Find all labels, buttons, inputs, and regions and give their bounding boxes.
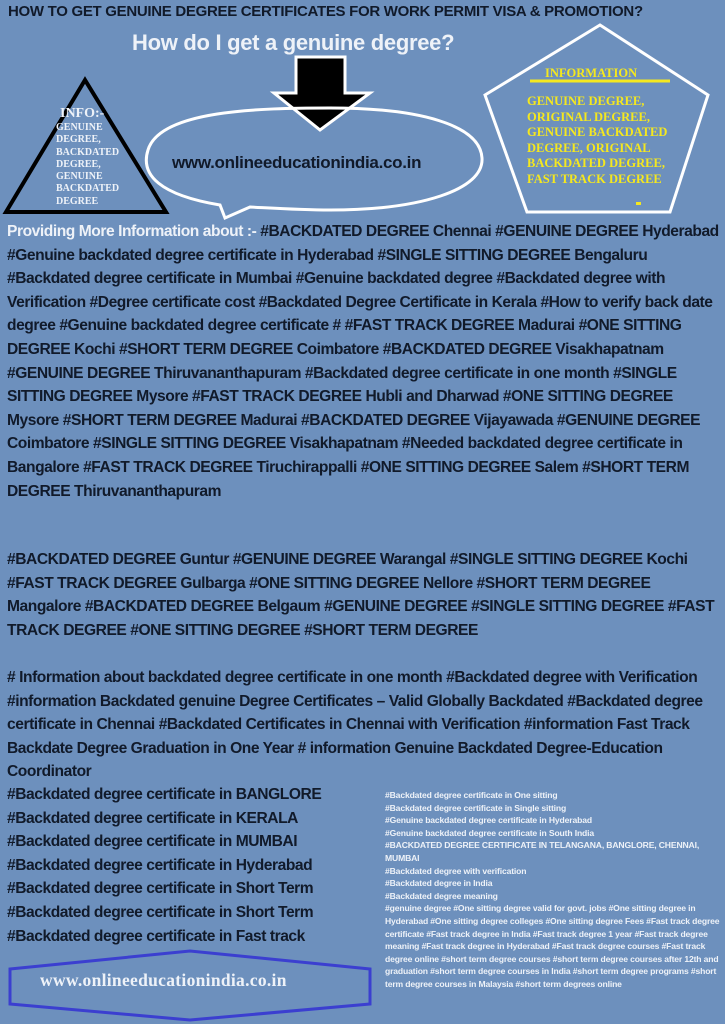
list-item: #Backdated degree meaning <box>385 890 498 901</box>
list-item: #Backdated degree certificate in Hyderabad <box>7 856 313 874</box>
list-item: #Backdated degree with verification <box>385 865 527 876</box>
bubble-website-link[interactable]: www.onlineeducationindia.co.in <box>172 153 422 172</box>
list-item: #Genuine backdated degree certificate in South India <box>385 827 595 838</box>
list-item: #Backdated degree certificate in KERALA <box>7 809 298 827</box>
info-paragraph-3: # Information about backdated degree certificate in one month #Backdated degree with Verification #information Backdated genuine Degree Certificates – Valid Globally Backdated #Backdated degree certificate in Chennai #Backdated Certificates in Chennai with Verification #information Fast Track Backdate Degree Graduation in One Year # information Genuine Backdated Degree-Education Coordinator <box>7 669 703 781</box>
info-paragraph-2: #BACKDATED DEGREE Guntur #GENUINE DEGREE Warangal #SINGLE SITTING DEGREE Kochi #FAST TRACK DEGREE Gulbarga #ONE SITTING DEGREE Nellore #SHORT TERM DEGREE Mangalore #BACKDATED DEGREE Belgaum #GENUINE DEGREE #SINGLE SITTING DEGREE #FAST TRACK DEGREE #ONE SITTING DEGREE #SHORT TERM DEGREE <box>7 551 715 639</box>
question-heading: How do I get a genuine degree? <box>132 30 455 55</box>
down-arrow-icon <box>274 57 370 130</box>
list-item: #Backdated degree certificate in One sitting <box>385 790 558 800</box>
list-item: #genuine degree #One sitting degree valid for govt. jobs #One sitting degree in Hyderabad #One sitting degree colleges #One sitting degree Fees #Fast track degree certificate #Fast track degree in India #Fast track degree 1 year #Fast track degree meaning #Fast track degree in Hyderabad #Fast track degree courses #Fast track degree online #short term degree courses #short term degree courses after 12th and graduation #short term degree courses in India #short term degree programs #short term degree courses in Malaysia #short term degrees online <box>385 903 720 989</box>
list-item: #Backdated degree certificate in BANGLORE <box>7 786 322 803</box>
paragraph-lead: Providing More Information about :- <box>7 223 257 240</box>
page-title: HOW TO GET GENUINE DEGREE CERTIFICATES FOR WORK PERMIT VISA & PROMOTION? <box>8 3 643 20</box>
list-item: #BACKDATED DEGREE CERTIFICATE IN TELANGANA, BANGLORE, CHENNAI, MUMBAI <box>385 840 700 863</box>
triangle-line: DEGREE <box>56 195 99 207</box>
footer-website-link[interactable]: www.onlineeducationindia.co.in <box>40 970 287 990</box>
list-item: #Backdated degree in India <box>385 878 493 889</box>
triangle-line: BACKDATED <box>56 146 120 158</box>
triangle-line: BACKDATED <box>56 183 120 195</box>
left-hashtag-list <box>7 783 321 948</box>
pentagon-heading: INFORMATION <box>545 66 638 80</box>
list-item: #Backdated degree certificate in Short Term <box>7 880 314 898</box>
triangle-line: GENUINE <box>56 122 103 133</box>
triangle-line: DEGREE, <box>56 158 101 170</box>
triangle-info <box>56 106 119 208</box>
list-item: #Backdated degree certificate in Fast track <box>7 927 305 945</box>
triangle-line: DEGREE, <box>56 134 101 146</box>
list-item: #Backdated degree certificate in MUMBAI <box>7 833 298 851</box>
triangle-line: GENUINE <box>56 171 103 183</box>
yellow-dot <box>636 202 641 205</box>
pentagon-body: GENUINE DEGREE, ORIGINAL DEGREE, GENUINE BACKDATED DEGREE, ORIGINAL BACKDATED DEGREE, FAST TRACK DEGREE <box>527 94 668 186</box>
triangle-heading: INFO:- <box>60 106 105 121</box>
right-hashtag-list <box>385 789 720 991</box>
list-item: #Backdated degree certificate in Short Term <box>7 903 314 921</box>
paragraph-text: #BACKDATED DEGREE Chennai #GENUINE DEGREE Hyderabad #Genuine backdated degree certificate in Hyderabad #SINGLE SITTING DEGREE Bengaluru #Backdated degree certificate in Mumbai #Genuine backdated degree #Backdated degree with Verification #Degree certificate cost #Backdated Degree Certificate in Kerala #How to verify back date degree #Genuine backdated degree certificate # #FAST TRACK DEGREE Madurai #ONE SITTING DEGREE Kochi #SHORT TERM DEGREE Coimbatore #BACKDATED DEGREE Visakhapatnam #GENUINE DEGREE Thiruvananthapuram #Backdated degree certificate in one month #SINGLE SITTING DEGREE Mysore #FAST TRACK DEGREE Hubli and Dharwad #ONE SITTING DEGREE Mysore #SHORT TERM DEGREE Madurai #BACKDATED DEGREE Vijayawada #GENUINE DEGREE Coimbatore #SINGLE SITTING DEGREE Visakhapatnam #Needed backdated degree certificate in Bangalore #FAST TRACK DEGREE Tiruchirappalli #ONE SITTING DEGREE Salem #SHORT TERM DEGREE Thiruvananthapuram <box>7 223 719 500</box>
info-paragraph-1 <box>7 220 722 503</box>
list-item: #Backdated degree certificate in Single sitting <box>385 802 567 813</box>
list-item: #Genuine backdated degree certificate in Hyderabad <box>385 815 592 826</box>
